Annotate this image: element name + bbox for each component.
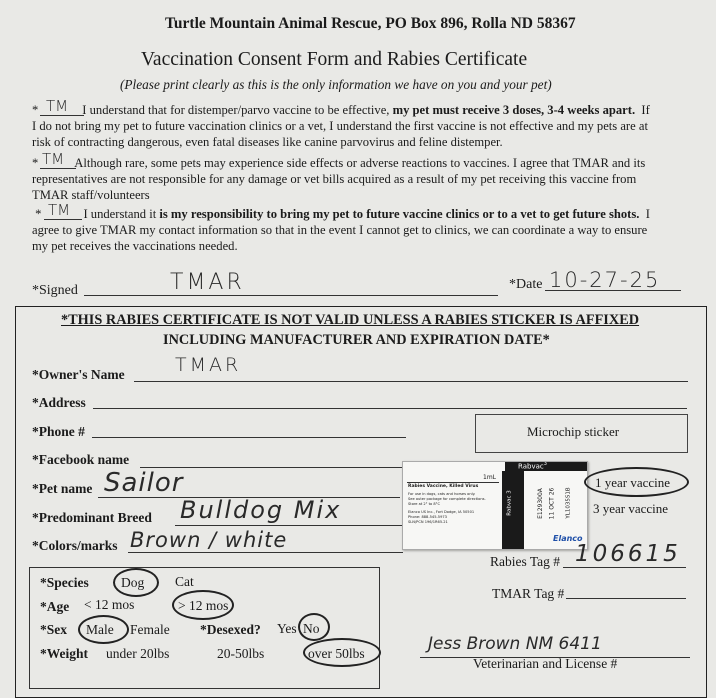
colors-label: *Colors/marks [32,538,118,553]
desexed-label: *Desexed? [200,622,261,637]
consent-1-text-a: I understand that for distemper/parvo vaccine to be effective, [82,103,393,117]
facebook-line [140,453,402,468]
owner-name-value[interactable]: TMAR [175,354,242,376]
facebook-label: *Facebook name [32,452,130,467]
consent-paragraph-2: * TM Although rare, some pets may experience side effects or adverse reactions to vaccines. I agree that TMAR and its representatives are not responsible for any damage or vet bills acquired as a result of my pet receiving this vaccine from TMAR staff/volunteers [32,150,646,202]
form-subtitle: (Please print clearly as this is the only information we have on you and your pet) [120,77,552,92]
rabies-tag-label: Rabies Tag # [490,554,561,569]
consent-paragraph-3: * TM I understand it is my responsibility to bring my pet to future vaccine clinics or to a vet to get future shots. I agree to give TMAR my contact information so that in the event I cannot get to clinics, we can coordinate a way to ensure my pet receives the vaccinations needed. [32,201,650,253]
sticker-maker-logo: Elanco [553,534,583,543]
consent-3-text-c: I [645,207,650,221]
org-address: Turtle Mountain Animal Rescue, PO Box 896, Rolla ND 58367 [165,15,576,32]
vet-label: Veterinarian and License # [473,656,618,671]
sticker-expiry: 11 OCT 26 [548,487,556,520]
certificate-notice-line-2: INCLUDING MANUFACTURER AND EXPIRATION DATE* [163,332,550,348]
sex-male-circle [78,615,129,644]
phone-line [92,423,406,438]
sticker-product: Rabies Vaccine, Killed Virus [408,484,479,489]
species-label: *Species [40,575,89,590]
sticker-text-3: Store at 2° to 8°C [408,502,440,506]
phone-label: *Phone # [32,424,85,439]
sex-label: *Sex [40,622,67,637]
sticker-text-2: See outer package for complete directions. [408,497,486,501]
initial-3: TM [48,201,71,219]
weight-under-20[interactable]: under 20lbs [106,646,170,661]
vaccine-1-year-circle [584,467,689,497]
pet-name-label: *Pet name [32,481,93,496]
desexed-no[interactable]: No [303,621,320,636]
species-dog-circle [113,568,159,597]
signed-label: *Signed [32,283,78,298]
signed-line [84,281,498,296]
date-value[interactable]: 10-27-25 [549,268,661,292]
sticker-brand: Rabvac$^3$ [518,461,547,471]
consent-paragraph-1: * TM I understand that for distemper/parvo vaccine to be effective, my pet must receive 3 doses, 3-4 weeks apart. If I do not bring my pet to future vaccination clinics or a vet, I understand the first vaccine is not effective and my pets are at risk of contracting dangerous, even fatal diseases like canine parvovirus and feline distemper. [32,97,650,149]
vaccine-1-year[interactable]: 1 year vaccine [595,475,671,490]
species-cat[interactable]: Cat [175,574,194,589]
sticker-side-brand: Rabvac 3 [506,490,513,516]
pet-name-value[interactable]: Sailor [104,468,184,498]
sticker-text-6: SLN/PCN 196/1R65.21 [408,520,448,524]
address-label: *Address [32,395,86,410]
vaccine-3-year[interactable]: 3 year vaccine [593,501,669,516]
consent-1-text-c: If [641,103,650,117]
signed-value[interactable]: TMAR [170,270,245,295]
weight-over-50[interactable]: over 50lbs [308,646,365,661]
weight-20-50[interactable]: 20-50lbs [217,646,265,661]
rabies-tag-value[interactable]: 106615 [575,541,681,567]
consent-2-line-3: TMAR staff/volunteers [32,188,150,202]
colors-value[interactable]: Brown / white [130,528,288,552]
consent-2-line-1: Although rare, some pets may experience side effects or adverse reactions to vaccines. I agree that TMAR and its [74,156,646,170]
age-label: *Age [40,599,70,614]
sticker-code: YL1035S1B [565,487,572,519]
sex-female[interactable]: Female [130,622,170,637]
certificate-notice-line-1: *THIS RABIES CERTIFICATE IS NOT VALID UNLESS A RABIES STICKER IS AFFIXED [61,312,640,328]
consent-1-line-2: I do not bring my pet to future vaccination clinics or a vet, I understand the first vaccine is not effective and my pets are at [32,119,648,133]
sticker-text-5: Phone: 888-545-5973 [408,515,447,519]
sticker-serial: E129300A [536,488,544,519]
owner-name-label: *Owner's Name [32,367,125,382]
form-title: Vaccination Consent Form and Rabies Certificate [141,49,528,70]
microchip-label: Microchip sticker [527,424,620,439]
sex-male[interactable]: Male [86,622,114,637]
consent-3-text-a: I understand it [83,207,160,221]
consent-3-text-bold: is my responsibility to bring my pet to future vaccine clinics or to a vet to get future shots. [159,207,640,221]
tmar-tag-line [566,584,686,599]
age-under-12[interactable]: < 12 mos [84,597,135,612]
breed-value[interactable]: Bulldog Mix [180,496,342,524]
sticker-dose: 1mL [483,474,497,481]
age-over-circle [172,590,234,620]
consent-1-line-3: risk of contracting dangerous, even fatal diseases like canine parvovirus and feline distemper. [32,135,503,149]
sticker-text-1: For use in dogs, cats and horses only. [408,492,476,496]
age-over-12[interactable]: > 12 mos [178,598,229,613]
desexed-no-circle [298,613,330,641]
weight-over-circle [303,638,381,667]
rabies-vaccine-sticker [402,461,588,550]
date-label: *Date [509,277,543,292]
sticker-text-4: Elanco US Inc., Fort Dodge, IA 50501 [408,510,475,514]
consent-1-text-bold: my pet must receive 3 doses, 3-4 weeks apart. [392,103,636,117]
initial-2: TM [42,150,65,168]
consent-2-line-2: representatives are not responsible for any damage or vet bills acquired as a result of my pet receiving this vaccine from [32,172,637,186]
desexed-yes[interactable]: Yes [277,621,297,636]
vet-signature[interactable]: Jess Brown NM 6411 [428,634,602,654]
initial-1: TM [46,97,69,115]
species-dog[interactable]: Dog [121,575,145,590]
breed-label: *Predominant Breed [32,510,152,525]
tmar-tag-label: TMAR Tag # [492,586,565,601]
weight-label: *Weight [40,646,89,661]
address-line [93,394,687,409]
consent-3-line-3: my pet receives the vaccinations needed. [32,239,238,253]
consent-3-line-2: agree to give TMAR my contact information so that in the event I cannot get to clinics, we can coordinate a way to ensure [32,223,648,237]
